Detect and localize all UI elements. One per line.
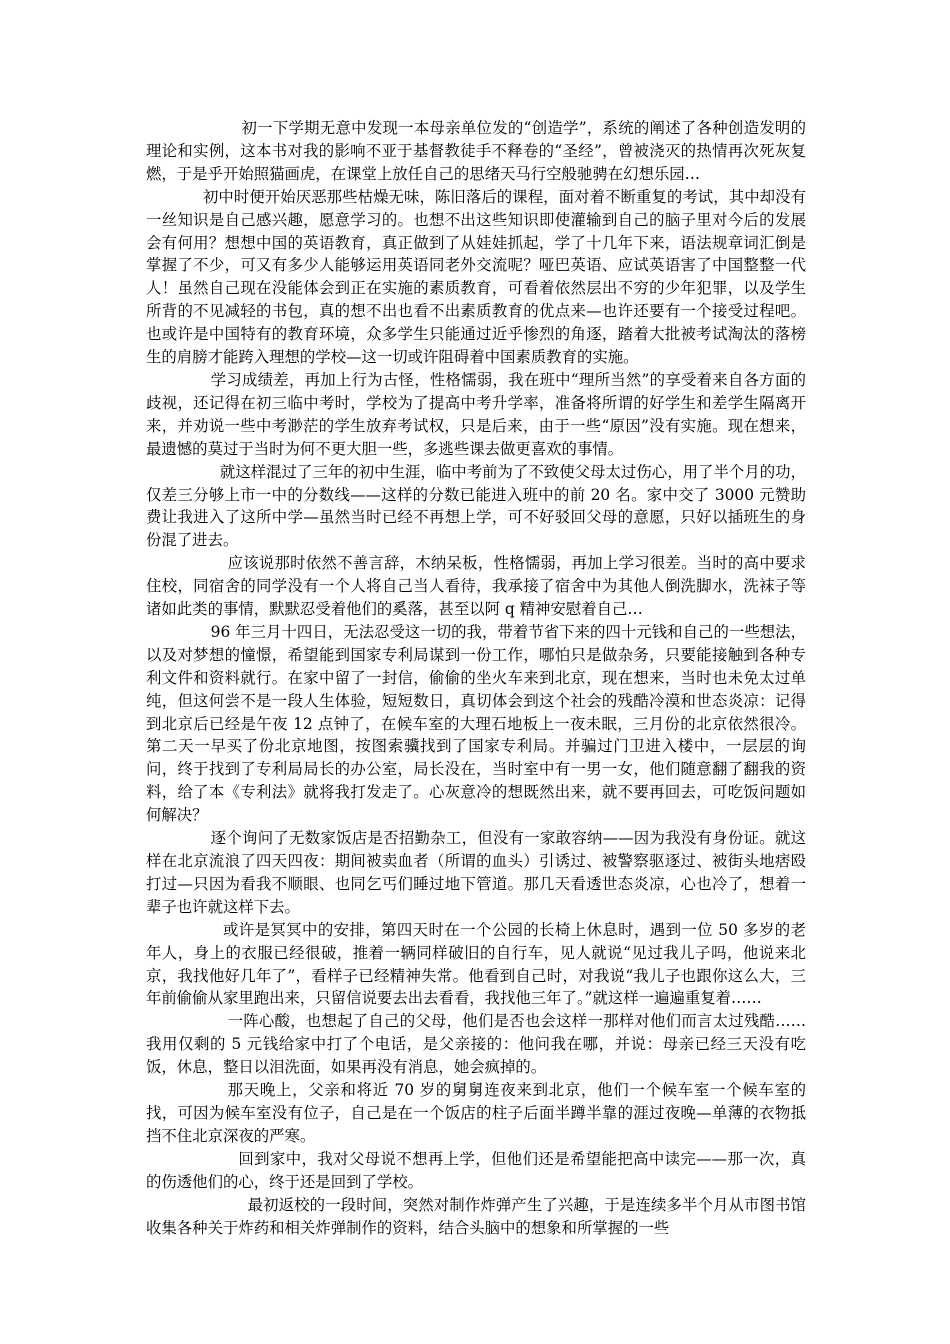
document-body [146, 117, 806, 1239]
paragraph: 学习成绩差，再加上行为古怪，性格懦弱，我在班中“理所当然”的享受着来自各方面的歧视，还记得在初三临中考时，学校为了提高中考升学率，准备将所谓的好学生和差学生隔离开来，并劝说一些中考渺茫的学生放弃考试权，只是后来，由于一些“原因”没有实施。现在想来，最遗憾的莫过于当时为何不更大胆一些，多逃些课去做更喜欢的事情。 [146, 370, 806, 458]
paragraph: 最初返校的一段时间，突然对制作炸弹产生了兴趣，于是连续多半个月从市图书馆收集各种关于炸药和相关炸弹制作的资料，结合头脑中的想象和所掌握的一些 [146, 1195, 806, 1237]
paragraph: 初一下学期无意中发现一本母亲单位发的“创造学”，系统的阐述了各种创造发明的理论和实例，这本书对我的影响不亚于基督教徒手不释卷的“圣经”，曾被浇灭的热情再次死灰复燃，于是乎开始照猫画虎，在课堂上放任自己的思绪天马行空般驰骋在幻想乐园… [146, 119, 806, 183]
paragraph: 回到家中，我对父母说不想再上学，但他们还是希望能把高中读完——那一次，真的伤透他们的心，终于还是回到了学校。 [146, 1149, 806, 1191]
paragraph: 就这样混过了三年的初中生涯，临中考前为了不致使父母太过伤心，用了半个月的功，仅差三分够上市一中的分数线——这样的分数已能进入班中的前 20 名。家中交了 3000 元赞助费让我进入了这所中学—虽然当时已经不再想上学，可不好驳回父母的意愿，只好以插班生的身份混了进去。 [146, 462, 806, 550]
paragraph: 应该说那时依然不善言辞，木纳呆板，性格懦弱，再加上学习很差。当时的高中要求住校，同宿舍的同学没有一个人将自己当人看待，我承接了宿舍中为其他人倒洗脚水，洗袜子等诸如此类的事情，默默忍受着他们的奚落，甚至以阿 q 精神安慰着自己… [146, 554, 806, 619]
paragraph: 逐个询问了无数家饭店是否招勤杂工，但没有一家敢容纳——因为我没有身份证。就这样在北京流浪了四天四夜：期间被卖血者（所谓的血头）引诱过、被警察驱逐过、被街头地痞殴打过—只因为看我不顺眼、也同乞丐们睡过地下管道。那几天看透世态炎凉，心也冷了，想着一辈子也许就这样下去。 [146, 829, 806, 916]
paragraph: 一阵心酸，也想起了自己的父母，他们是否也会这样一那样对他们而言太过残酷……我用仅剩的 5 元钱给家中打了个电话，是父亲接的：他问我在哪，并说：母亲已经三天没有吃饭，休息，整日以泪洗面，如果再没有消息，她会疯掉的。 [146, 1012, 806, 1077]
paragraph: 96 年三月十四日，无法忍受这一切的我，带着节省下来的四十元钱和自己的一些想法，以及对梦想的憧憬，希望能到国家专利局谋到一份工作，哪怕只是做杂务，只要能接触到各种专利文件和资料就行。在家中留了一封信，偷偷的坐火车来到北京，现在想来，当时也未免太过单纯，但这何尝不是一段人生体验，短短数日，真切体会到这个社会的残酷冷漠和世态炎凉：记得到北京后已经是午夜 12 点钟了，在候车室的大理石地板上一夜未眠，三月份的北京依然很冷。第二天一早买了份北京地图，按图索骥找到了国家专利局。并骗过门卫进入楼中，一层层的询问，终于找到了专利局局长的办公室，局长没在，当时室中有一男一女，他们随意翻了翻我的资料，给了本《专利法》就将我打发走了。心灰意冷的想既然出来，就不要再回去，可吃饭问题如何解决？ [146, 622, 806, 825]
paragraph: 初中时便开始厌恶那些枯燥无味，陈旧落后的课程，面对着不断重复的考试，其中却没有一丝知识是自己感兴趣，愿意学习的。也想不出这些知识即使灌输到自己的脑子里对今后的发展会有何用？想想中国的英语教育，真正做到了从娃娃抓起，学了十几年下来，语法规章词汇倒是掌握了不少，可又有多少人能够运用英语同老外交流呢？哑巴英语、应试英语害了中国整整一代人！虽然自己现在没能体会到正在实施的素质教育，可看着依然层出不穷的少年犯罪，以及学生所背的不见减轻的书包，真的想不出也看不出素质教育的优点来—也许还要有一个接受过程吧。也或许是中国特有的教育环境，众多学生只能通过近乎惨烈的角逐，踏着大批被考试淘汰的落榜生的肩膀才能跨入理想的学校—这一切或许阻碍着中国素质教育的实施。 [146, 187, 806, 367]
paragraph: 或许是冥冥中的安排，第四天时在一个公园的长椅上休息时，遇到一位 50 多岁的老年人，身上的衣服已经很破，推着一辆同样破旧的自行车，见人就说“见过我儿子吗，他说来北京，我找他好几年了”，看样子已经精神失常。他看到自己时，对我说“我儿子也跟你这么大，三年前偷偷从家里跑出来，只留信说要去出去看看，我找他三年了。”就这样一遍遍重复着…… [146, 920, 806, 1008]
paragraph: 那天晚上，父亲和将近 70 岁的舅舅连夜来到北京，他们一个候车室一个候车室的找，可因为候车室没有位子，自己是在一个饭店的柱子后面半蹲半靠的涯过夜晚—单薄的衣物抵挡不住北京深夜的严寒。 [146, 1081, 806, 1145]
